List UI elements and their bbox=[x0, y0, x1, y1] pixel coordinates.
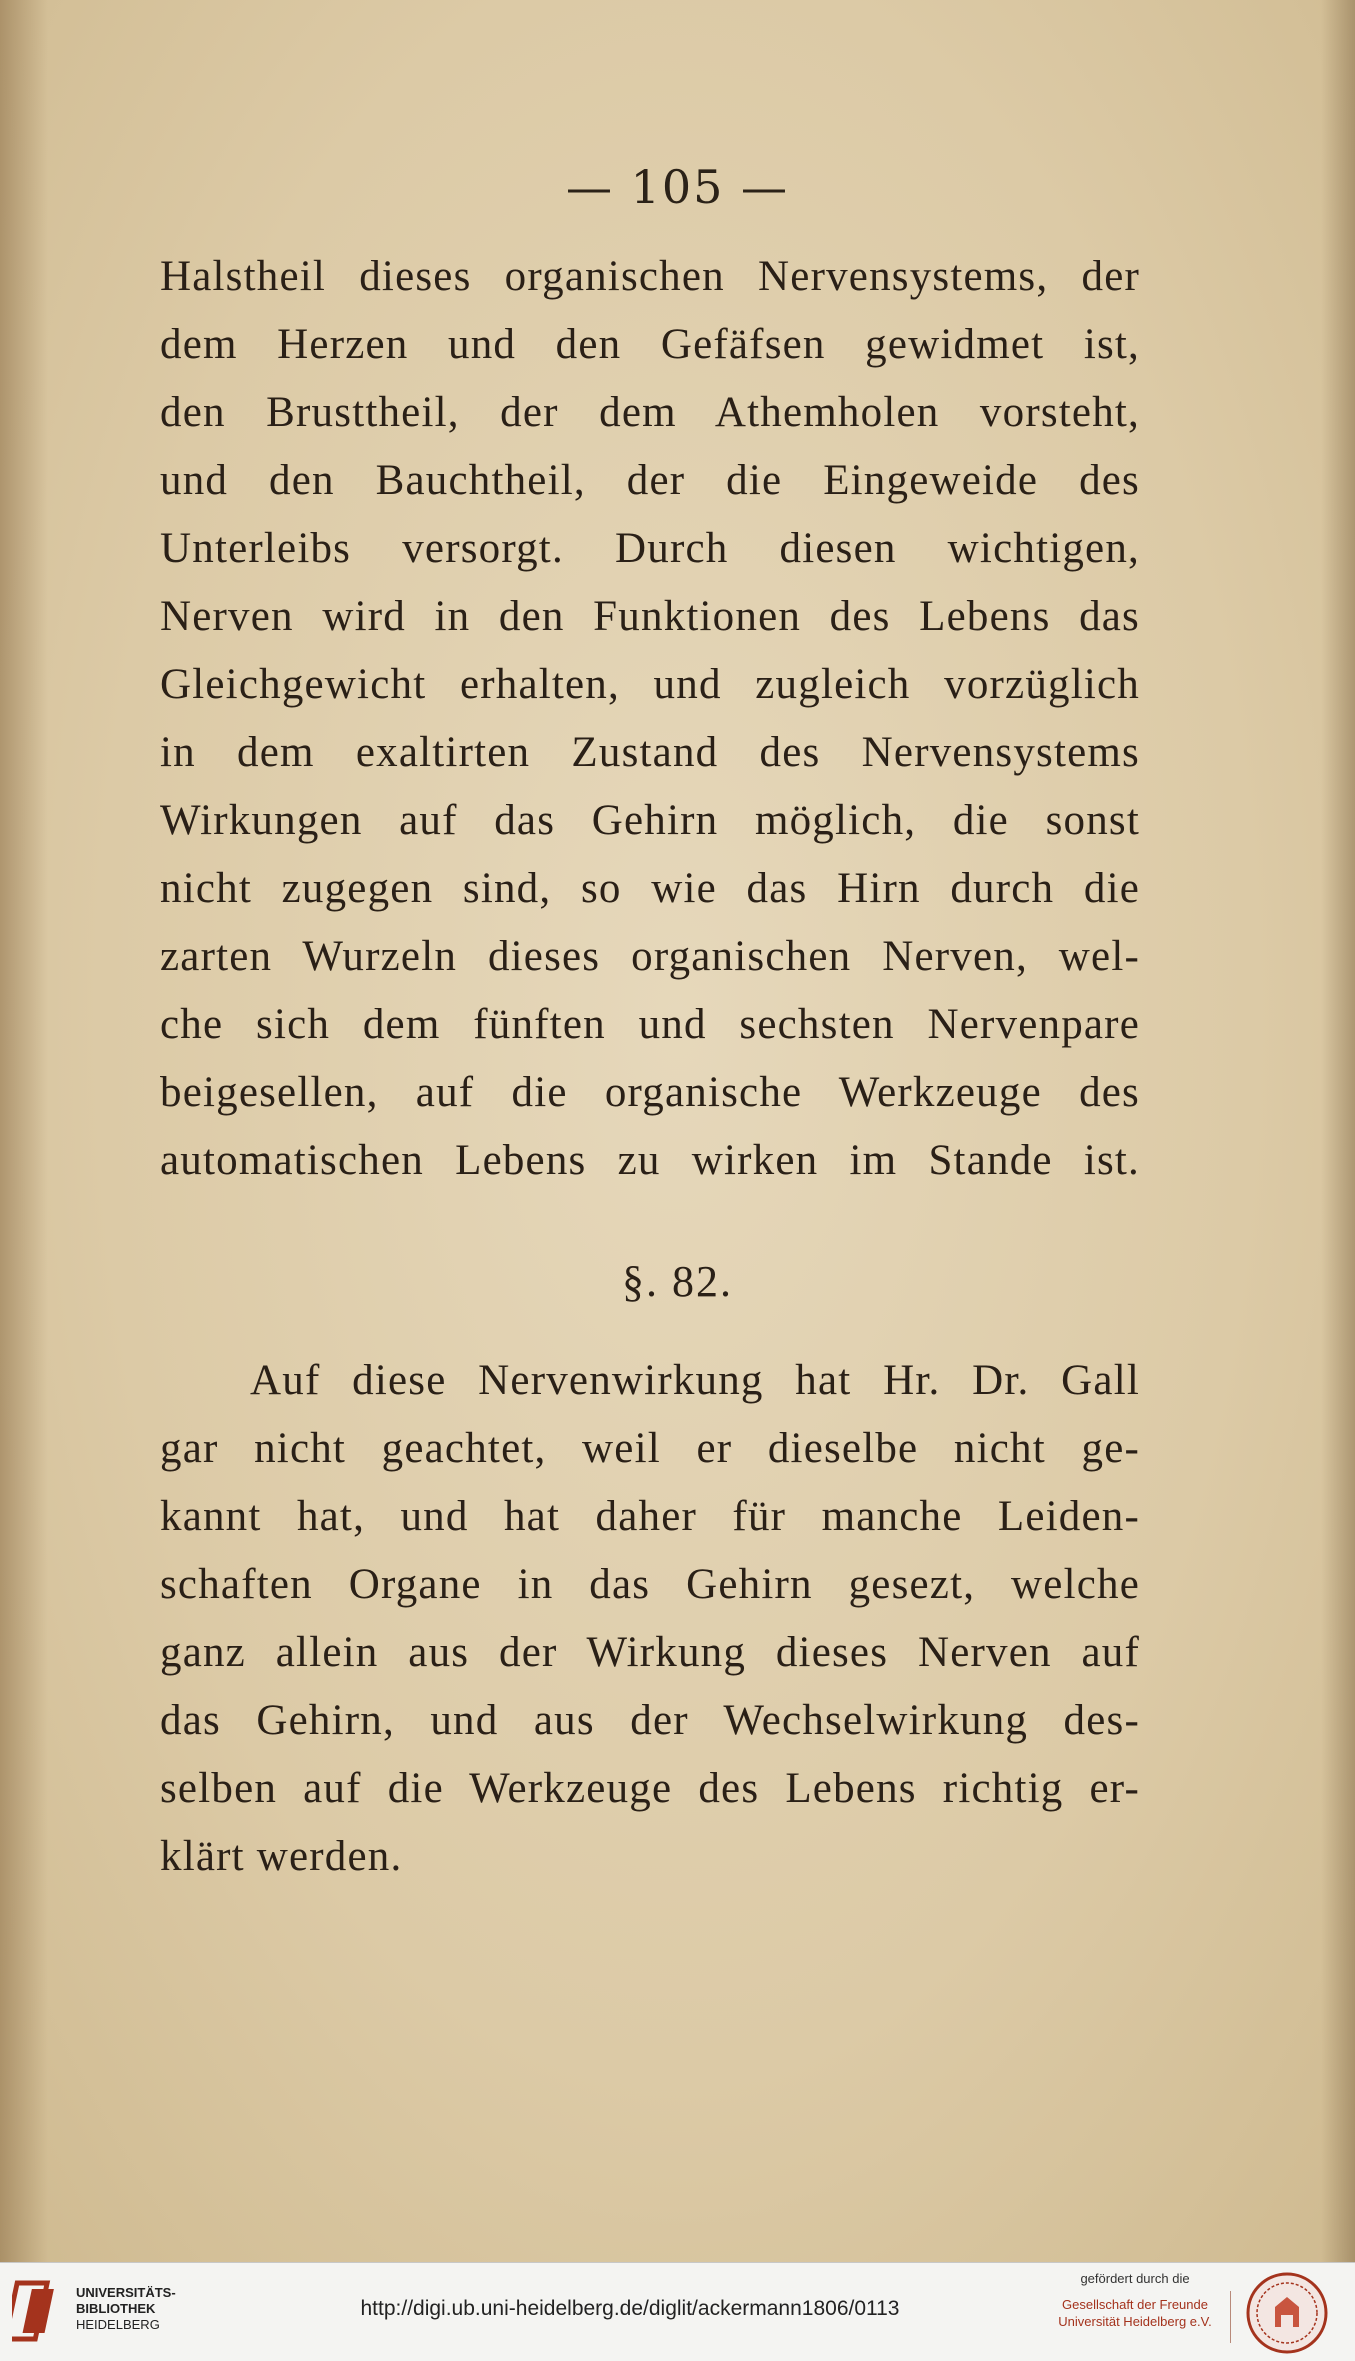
text-line: in dem exaltirten Zustand des Nervensystems bbox=[160, 729, 1140, 776]
text-line: klärt werden. bbox=[160, 1833, 403, 1880]
text-line: zarten Wurzeln dieses organischen Nerven, wel- bbox=[160, 933, 1140, 980]
text-line: ganz allein aus der Wirkung dieses Nerven auf bbox=[160, 1629, 1140, 1676]
library-logo-icon bbox=[12, 2279, 66, 2343]
text-line: kannt hat, und hat daher für manche Leiden- bbox=[160, 1493, 1140, 1540]
text-line: das Gehirn, und aus der Wechselwirkung des- bbox=[160, 1697, 1140, 1744]
text-line: che sich dem fünften und sechsten Nervenpare bbox=[160, 1001, 1140, 1048]
text-line: und den Bauchtheil, der die Eingeweide des bbox=[160, 457, 1140, 504]
text-line: gar nicht geachtet, weil er dieselbe nicht ge- bbox=[160, 1425, 1140, 1472]
text-line: den Brusttheil, der dem Athemholen vorsteht, bbox=[160, 389, 1140, 436]
text-line: Gleichgewicht erhalten, und zugleich vorzüglich bbox=[160, 661, 1140, 708]
permalink-url[interactable]: http://digi.ub.uni-heidelberg.de/diglit/ackermann1806/0113 bbox=[360, 2297, 900, 2320]
sponsor-block bbox=[1040, 2271, 1230, 2330]
text-line: automatischen Lebens zu wirken im Stande ist. bbox=[160, 1137, 1140, 1184]
library-name bbox=[76, 2285, 206, 2333]
text-line: beigesellen, auf die organische Werkzeuge des bbox=[160, 1069, 1140, 1116]
library-name-line1: UNIVERSITÄTS- bbox=[76, 2285, 176, 2300]
text-line: Auf diese Nervenwirkung hat Hr. Dr. Gall bbox=[250, 1357, 1140, 1404]
footer-bar bbox=[0, 2262, 1355, 2361]
footer-divider bbox=[1230, 2291, 1231, 2343]
text-line: Wirkungen auf das Gehirn möglich, die sonst bbox=[160, 797, 1140, 844]
text-line: schaften Organe in das Gehirn gesezt, welche bbox=[160, 1561, 1140, 1608]
text-line: dem Herzen und den Gefäfsen gewidmet ist, bbox=[160, 321, 1140, 368]
society-name-line1: Gesellschaft der Freunde bbox=[1062, 2297, 1208, 2312]
section-heading: §. 82. bbox=[622, 1257, 733, 1306]
society-name-line2: Universität Heidelberg e.V. bbox=[1058, 2314, 1212, 2329]
page-number: — 105 — bbox=[565, 160, 790, 214]
text-line: nicht zugegen sind, so wie das Hirn durch die bbox=[160, 865, 1140, 912]
text-line: Unterleibs versorgt. Durch diesen wichtigen, bbox=[160, 525, 1140, 572]
text-line: selben auf die Werkzeuge des Lebens richtig er- bbox=[160, 1765, 1140, 1812]
library-name-line2: BIBLIOTHEK bbox=[76, 2301, 156, 2316]
library-name-line3: HEIDELBERG bbox=[76, 2317, 160, 2332]
text-line: Halstheil dieses organischen Nervensystems, der bbox=[160, 253, 1140, 300]
funded-by-label: gefördert durch die bbox=[1080, 2271, 1190, 2286]
text-line: Nerven wird in den Funktionen des Lebens das bbox=[160, 593, 1140, 640]
university-seal-icon bbox=[1245, 2271, 1329, 2355]
